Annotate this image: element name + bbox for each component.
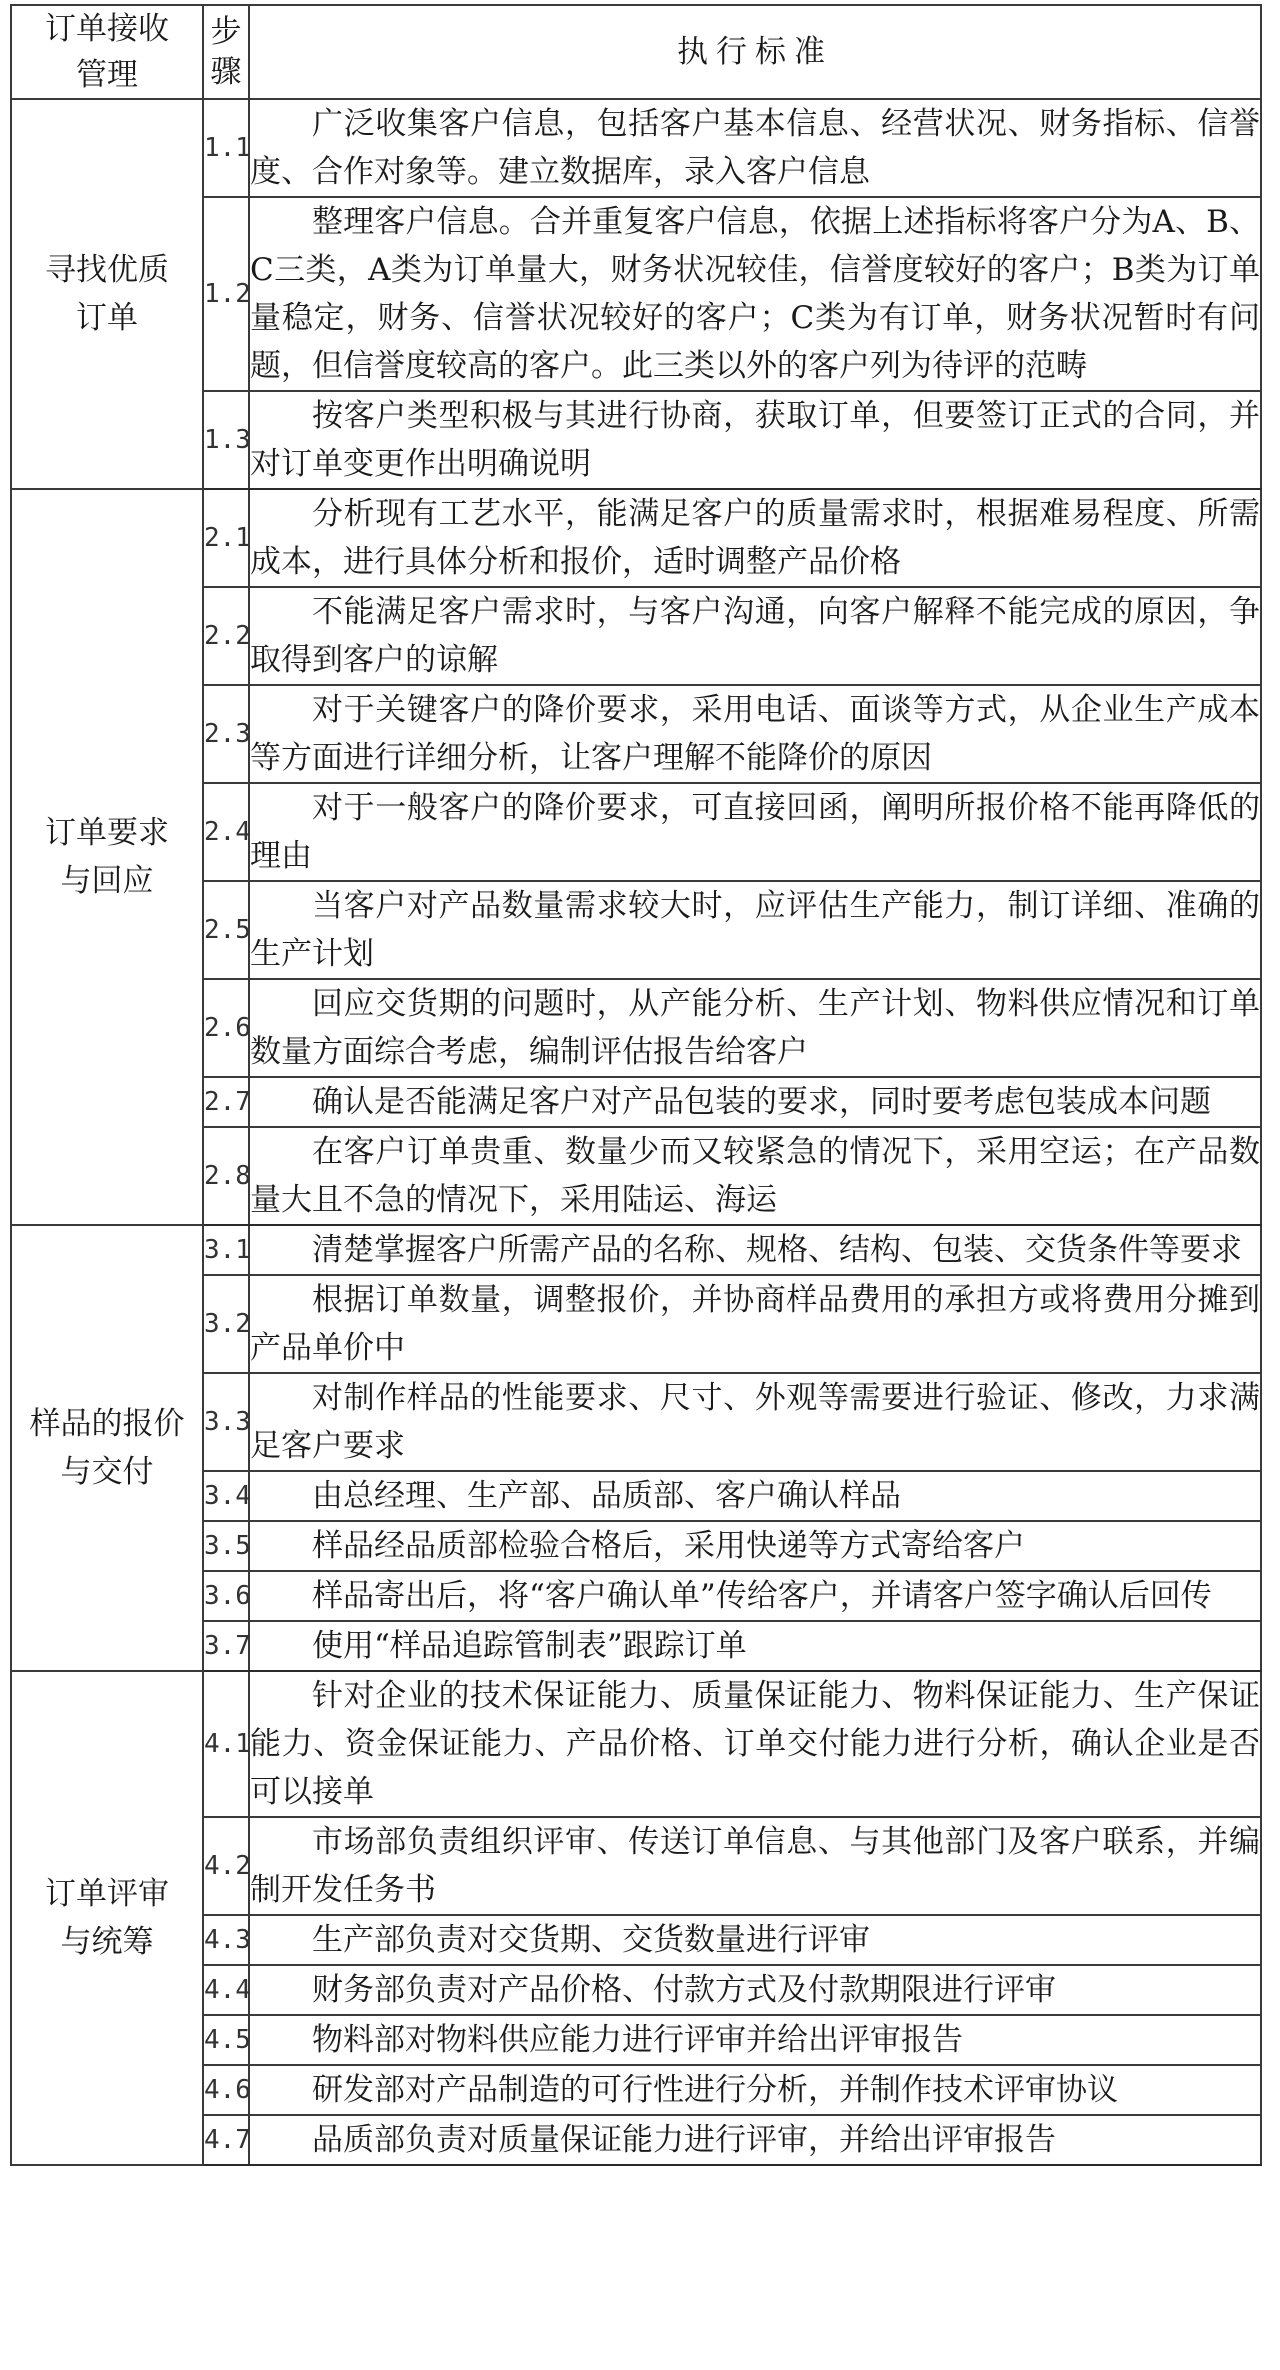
standard-cell: 样品寄出后，将“客户确认单”传给客户，并请客户签字确认后回传: [249, 1571, 1261, 1621]
step-cell: 3.3: [203, 1373, 249, 1471]
step-cell: 4.7: [203, 2115, 249, 2165]
table-row: [11, 489, 1261, 587]
step-cell: 2.8: [203, 1127, 249, 1225]
category-cell: 寻找优质 订单: [11, 99, 203, 489]
step-cell: 2.4: [203, 783, 249, 881]
standard-cell: 品质部负责对质量保证能力进行评审，并给出评审报告: [249, 2115, 1261, 2165]
standard-cell: 研发部对产品制造的可行性进行分析，并制作技术评审协议: [249, 2065, 1261, 2115]
step-cell: 2.1: [203, 489, 249, 587]
standard-cell: 清楚掌握客户所需产品的名称、规格、结构、包装、交货条件等要求: [249, 1225, 1261, 1275]
header-standard: 执行标准: [249, 5, 1261, 99]
standard-cell: 物料部对物料供应能力进行评审并给出评审报告: [249, 2015, 1261, 2065]
standard-cell: 回应交货期的问题时，从产能分析、生产计划、物料供应情况和订单数量方面综合考虑，编制评估报告给客户: [249, 979, 1261, 1077]
step-cell: 4.3: [203, 1915, 249, 1965]
category-cell: 订单要求 与回应: [11, 489, 203, 1225]
table-row: [11, 1671, 1261, 1817]
standard-cell: 整理客户信息。合并重复客户信息，依据上述指标将客户分为A、B、C三类，A类为订单量大，财务状况较佳，信誉度较好的客户；B类为订单量稳定，财务、信誉状况较好的客户；C类为有订单，财务状况暂时有问题，但信誉度较高的客户。此三类以外的客户列为待评的范畴: [249, 197, 1261, 391]
execution-standard-table: [10, 4, 1262, 2166]
standard-cell: 对制作样品的性能要求、尺寸、外观等需要进行验证、修改，力求满足客户要求: [249, 1373, 1261, 1471]
step-cell: 3.7: [203, 1621, 249, 1671]
header-row: [11, 5, 1261, 99]
category-cell: 订单评审 与统筹: [11, 1671, 203, 2165]
step-cell: 2.5: [203, 881, 249, 979]
standard-cell: 生产部负责对交货期、交货数量进行评审: [249, 1915, 1261, 1965]
step-cell: 1.1: [203, 99, 249, 197]
category-cell: 样品的报价 与交付: [11, 1225, 203, 1671]
step-cell: 3.2: [203, 1275, 249, 1373]
standard-cell: 针对企业的技术保证能力、质量保证能力、物料保证能力、生产保证能力、资金保证能力、产品价格、订单交付能力进行分析，确认企业是否可以接单: [249, 1671, 1261, 1817]
table-row: [11, 1225, 1261, 1275]
step-cell: 4.1: [203, 1671, 249, 1817]
standard-cell: 当客户对产品数量需求较大时，应评估生产能力，制订详细、准确的生产计划: [249, 881, 1261, 979]
standard-cell: 广泛收集客户信息，包括客户基本信息、经营状况、财务指标、信誉度、合作对象等。建立数据库，录入客户信息: [249, 99, 1261, 197]
standard-cell: 市场部负责组织评审、传送订单信息、与其他部门及客户联系，并编制开发任务书: [249, 1817, 1261, 1915]
standard-cell: 样品经品质部检验合格后，采用快递等方式寄给客户: [249, 1521, 1261, 1571]
standard-cell: 按客户类型积极与其进行协商，获取订单，但要签订正式的合同，并对订单变更作出明确说明: [249, 391, 1261, 489]
table-body: [11, 99, 1261, 2165]
step-cell: 3.4: [203, 1471, 249, 1521]
step-cell: 3.6: [203, 1571, 249, 1621]
step-cell: 3.5: [203, 1521, 249, 1571]
step-cell: 4.6: [203, 2065, 249, 2115]
header-step: 步 骤: [203, 5, 249, 99]
step-cell: 4.2: [203, 1817, 249, 1915]
standard-cell: 财务部负责对产品价格、付款方式及付款期限进行评审: [249, 1965, 1261, 2015]
step-cell: 4.4: [203, 1965, 249, 2015]
standard-cell: 对于关键客户的降价要求，采用电话、面谈等方式，从企业生产成本等方面进行详细分析，让客户理解不能降价的原因: [249, 685, 1261, 783]
standard-cell: 由总经理、生产部、品质部、客户确认样品: [249, 1471, 1261, 1521]
standard-cell: 根据订单数量，调整报价，并协商样品费用的承担方或将费用分摊到产品单价中: [249, 1275, 1261, 1373]
step-cell: 1.2: [203, 197, 249, 391]
standard-cell: 分析现有工艺水平，能满足客户的质量需求时，根据难易程度、所需成本，进行具体分析和报价，适时调整产品价格: [249, 489, 1261, 587]
step-cell: 3.1: [203, 1225, 249, 1275]
standard-cell: 在客户订单贵重、数量少而又较紧急的情况下，采用空运；在产品数量大且不急的情况下，采用陆运、海运: [249, 1127, 1261, 1225]
standard-cell: 不能满足客户需求时，与客户沟通，向客户解释不能完成的原因，争取得到客户的谅解: [249, 587, 1261, 685]
step-cell: 2.7: [203, 1077, 249, 1127]
step-cell: 2.6: [203, 979, 249, 1077]
header-category: 订单接收 管理: [11, 5, 203, 99]
step-cell: 2.3: [203, 685, 249, 783]
standard-cell: 对于一般客户的降价要求，可直接回函，阐明所报价格不能再降低的理由: [249, 783, 1261, 881]
step-cell: 2.2: [203, 587, 249, 685]
step-cell: 4.5: [203, 2015, 249, 2065]
table-row: [11, 99, 1261, 197]
step-cell: 1.3: [203, 391, 249, 489]
standard-cell: 确认是否能满足客户对产品包装的要求，同时要考虑包装成本问题: [249, 1077, 1261, 1127]
standard-cell: 使用“样品追踪管制表”跟踪订单: [249, 1621, 1261, 1671]
